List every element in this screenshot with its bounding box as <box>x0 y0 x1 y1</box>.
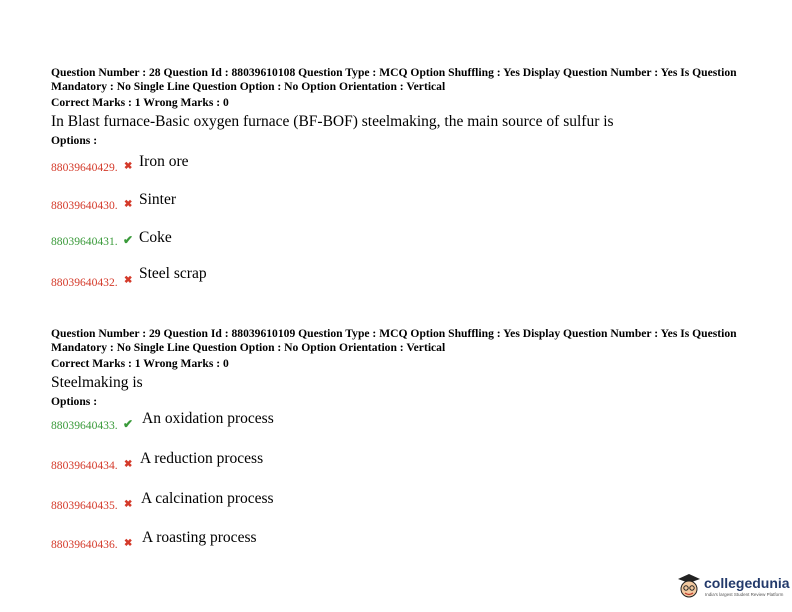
cross-mark-icon: ✖ <box>124 499 133 510</box>
option-id: 88039640430. <box>51 199 118 212</box>
option-id: 88039640431. <box>51 235 118 248</box>
option-text: Iron ore <box>139 153 189 170</box>
option-text: Steel scrap <box>139 265 207 282</box>
options-label: Options : <box>51 133 98 147</box>
option-text: A roasting process <box>142 529 257 546</box>
question-text: In Blast furnace-Basic oxygen furnace (BF-BOF) steelmaking, the main source of sulfur is <box>51 112 614 130</box>
option-text: An oxidation process <box>142 410 274 427</box>
cross-mark-icon: ✖ <box>124 199 133 210</box>
option-id: 88039640432. <box>51 276 118 289</box>
question-text: Steelmaking is <box>51 373 143 391</box>
options-label: Options : <box>51 394 98 408</box>
option-text: A reduction process <box>140 450 264 467</box>
option-text: A calcination process <box>141 490 274 507</box>
cross-mark-icon: ✖ <box>124 459 133 470</box>
brand-name: collegedunia <box>704 575 790 591</box>
collegedunia-logo <box>674 570 790 604</box>
brand-tagline: India's largest Student Review Platform <box>705 592 784 597</box>
question-29 <box>51 327 741 408</box>
check-mark-icon: ✔ <box>123 233 134 247</box>
option-id: 88039640436. <box>51 538 118 551</box>
cross-mark-icon: ✖ <box>124 538 133 549</box>
cross-mark-icon: ✖ <box>124 275 133 286</box>
student-mascot-icon <box>674 570 704 600</box>
question-meta: Question Number : 29 Question Id : 88039610109 Question Type : MCQ Option Shuffling : Yes Display Question Number : Yes Is Question Mandatory : No Single Line Question Option : No Option Orientation : Vertical <box>51 327 737 354</box>
cross-mark-icon: ✖ <box>124 161 133 172</box>
option-id: 88039640434. <box>51 459 118 472</box>
question-marks: Correct Marks : 1 Wrong Marks : 0 <box>51 96 229 109</box>
option-id: 88039640435. <box>51 499 118 512</box>
option-text: Sinter <box>139 191 177 208</box>
question-28 <box>51 66 741 147</box>
option-id: 88039640429. <box>51 161 118 174</box>
option-id: 88039640433. <box>51 419 118 432</box>
check-mark-icon: ✔ <box>123 417 134 431</box>
option-text: Coke <box>139 229 172 246</box>
question-meta: Question Number : 28 Question Id : 88039610108 Question Type : MCQ Option Shuffling : Yes Display Question Number : Yes Is Question Mandatory : No Single Line Question Option : No Option Orientation : Vertical <box>51 66 737 93</box>
question-marks: Correct Marks : 1 Wrong Marks : 0 <box>51 357 229 370</box>
